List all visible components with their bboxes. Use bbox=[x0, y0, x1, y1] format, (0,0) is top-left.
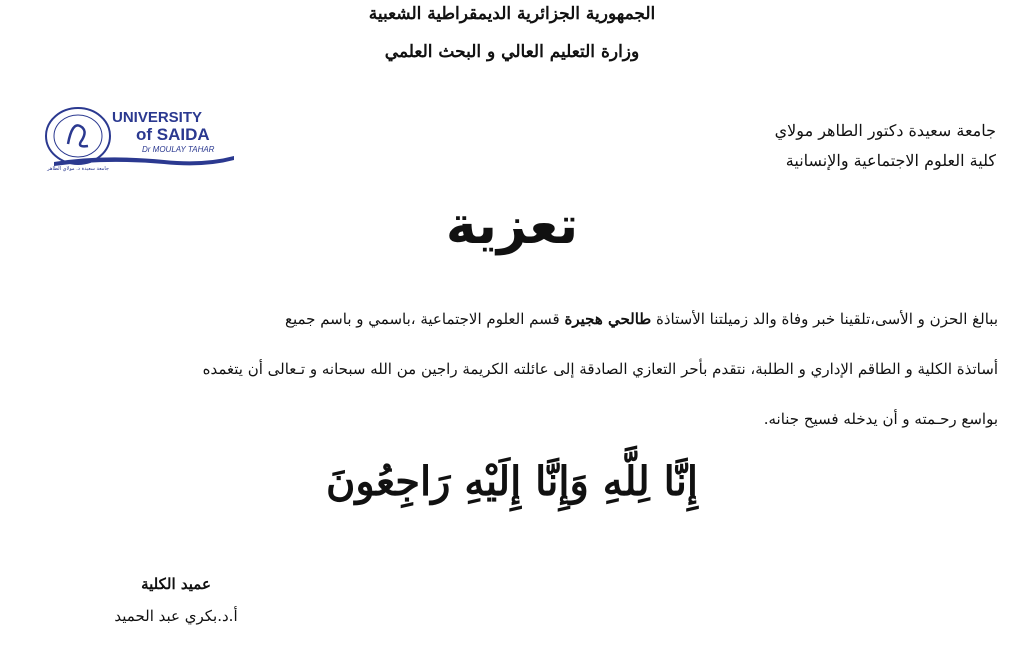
body-line-3: بواسع رحـمته و أن يدخله فسيح جنانه. bbox=[763, 410, 998, 428]
body-line-1 bbox=[96, 294, 998, 344]
logo-seal-inner-ring bbox=[54, 115, 102, 157]
body-line-2: أساتذة الكلية و الطاقم الإداري و الطلبة، نتقدم بأحر التعازي الصادقة إلى عائلته الكريمة راجين من الله سبحانه و تـعالى أن يتغمده bbox=[202, 360, 998, 378]
condolence-body bbox=[96, 294, 998, 444]
colleague-name: طالحي هجيرة bbox=[564, 310, 652, 328]
signature-block bbox=[96, 570, 256, 634]
dean-role: عميد الكلية bbox=[141, 575, 211, 593]
university-logo-graphic bbox=[44, 104, 244, 174]
header-republic: الجمهورية الجزائرية الديمقراطية الشعبية bbox=[368, 4, 656, 24]
document-title: تعزية bbox=[445, 196, 579, 256]
university-logo bbox=[44, 104, 244, 174]
logo-text-moulay-tahar: Dr MOULAY TAHAR bbox=[142, 145, 215, 154]
faculty-name: كلية العلوم الاجتماعية والإنسانية bbox=[785, 151, 996, 170]
logo-text-university: UNIVERSITY bbox=[112, 109, 203, 126]
logo-text-arabic: جامعة سعيدة د. مولاي الطاهر bbox=[47, 166, 109, 172]
university-block bbox=[576, 116, 996, 176]
logo-seal-emblem bbox=[68, 125, 88, 146]
logo-seal-ring bbox=[46, 108, 110, 164]
body-line-1-start: ببالغ الحزن و الأسى،تلقينا خبر وفاة والد زميلتنا الأستاذة bbox=[651, 310, 998, 328]
body-line-1-end: قسم العلوم الاجتماعية ،باسمي و باسم جميع bbox=[284, 310, 565, 328]
header-ministry: وزارة التعليم العالي و البحث العلمي bbox=[384, 42, 640, 62]
quran-verse-calligraphy: إِنَّا لِلَّهِ وَإِنَّا إِلَيْهِ رَاجِعُونَ bbox=[325, 458, 699, 505]
dean-name: أ.د.بكري عبد الحميد bbox=[114, 607, 238, 625]
university-name: جامعة سعيدة دكتور الطاهر مولاي bbox=[774, 121, 996, 140]
logo-text-saida: of SAIDA bbox=[136, 125, 210, 144]
